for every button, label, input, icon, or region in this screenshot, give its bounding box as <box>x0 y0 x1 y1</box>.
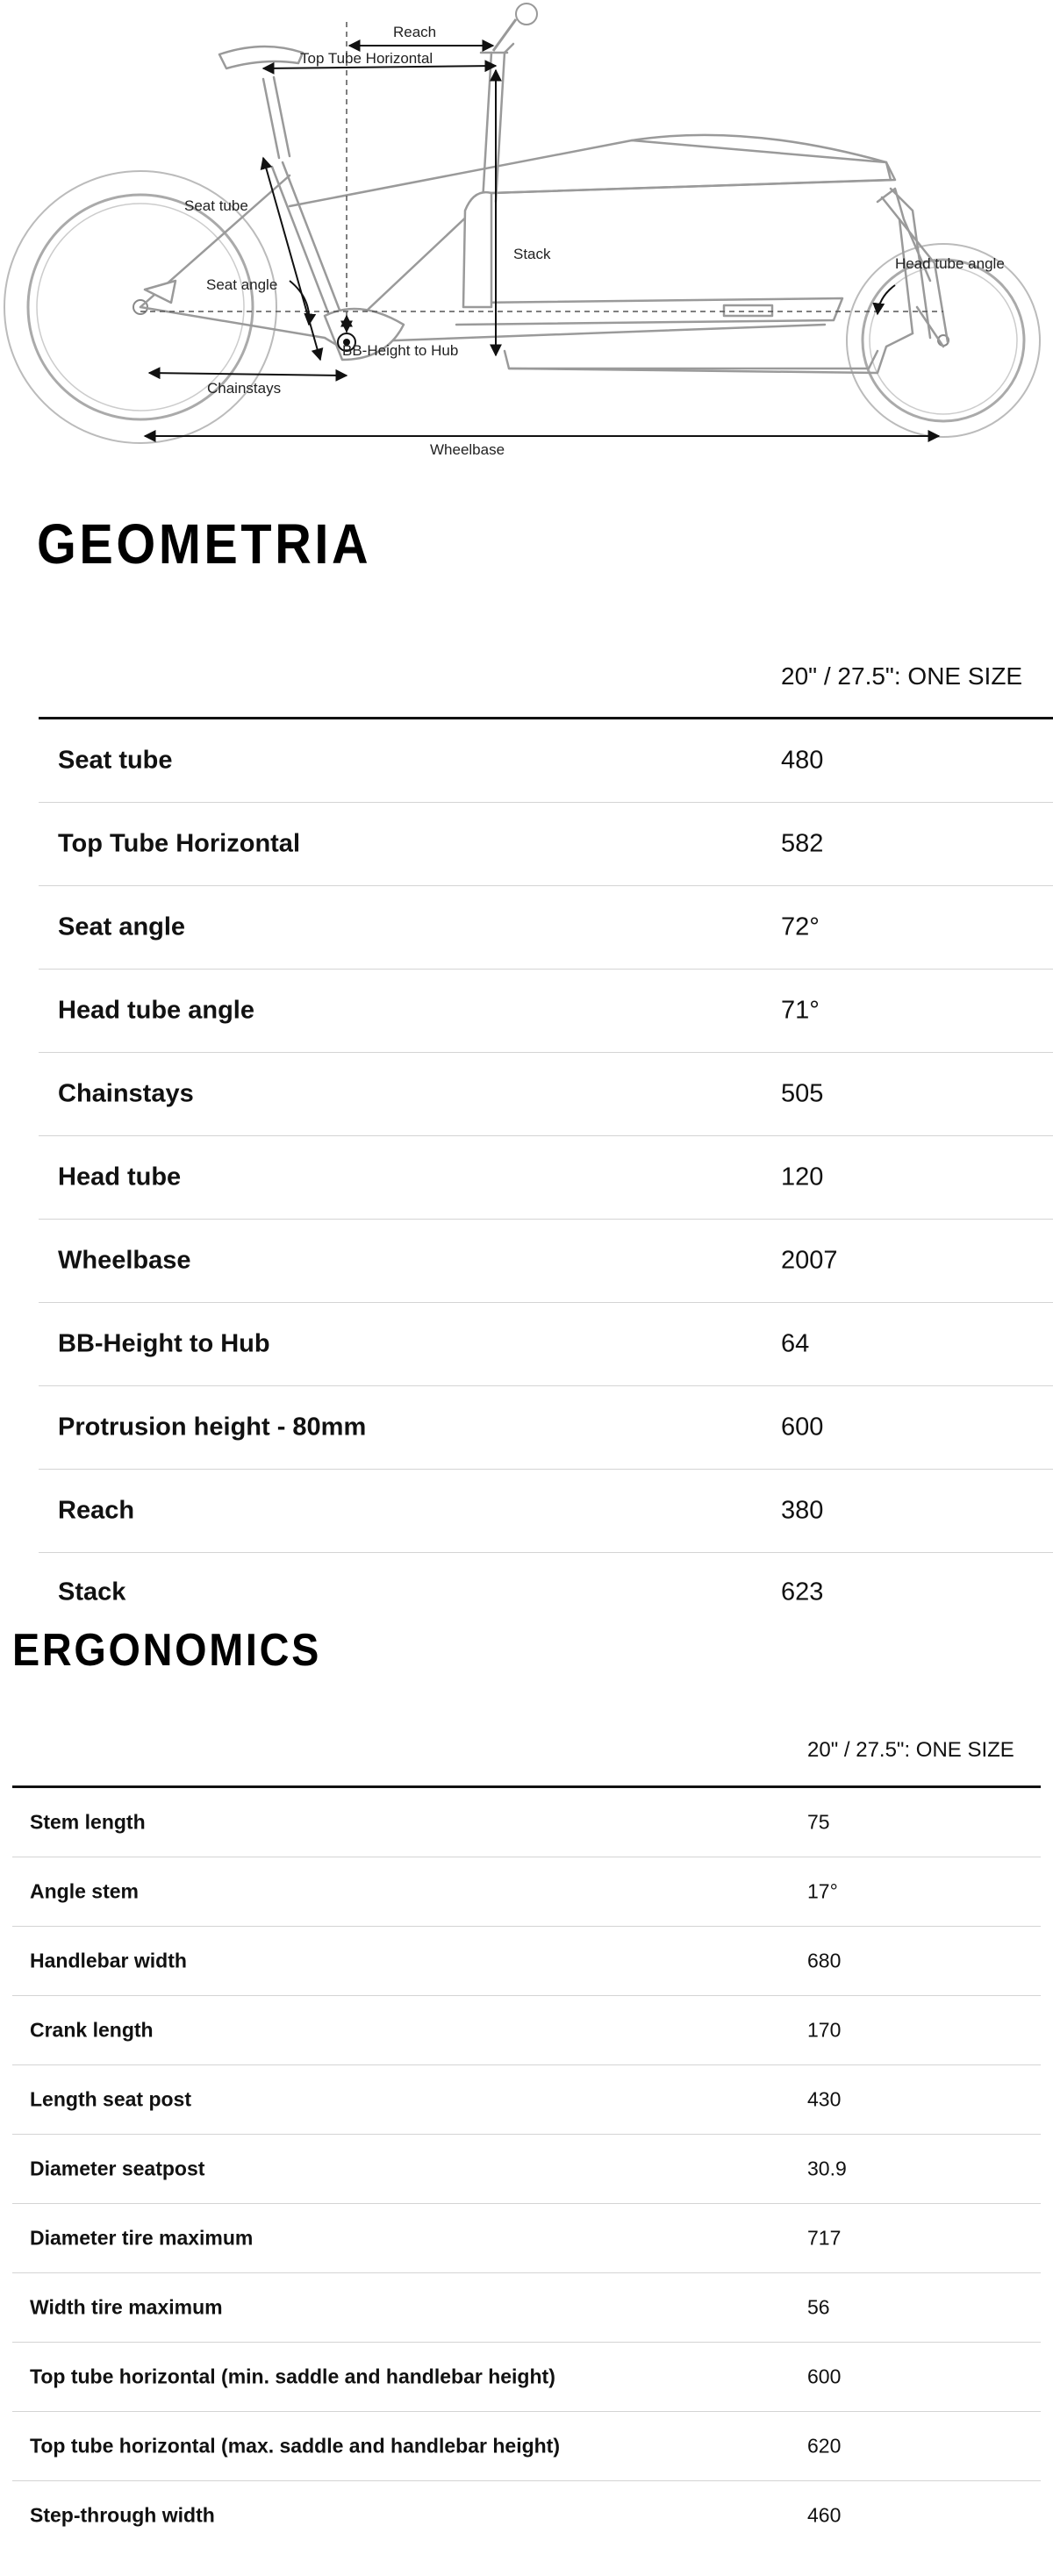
row-value: 620 <box>807 2434 842 2458</box>
table-row <box>12 2065 1041 2135</box>
measurement-arrows <box>145 46 939 436</box>
table-row <box>12 2135 1041 2204</box>
table-row <box>39 1470 1053 1553</box>
row-value: 480 <box>781 746 824 775</box>
geometry-title: GEOMETRIA <box>37 512 372 576</box>
geometry-table-header <box>39 636 1053 719</box>
table-row <box>39 1553 1053 1632</box>
row-label: Handlebar width <box>30 1949 187 1972</box>
row-value: 380 <box>781 1496 824 1525</box>
row-label: Diameter tire maximum <box>30 2226 254 2250</box>
geometry-table <box>39 636 1053 1632</box>
row-value: 30.9 <box>807 2157 847 2180</box>
table-row <box>12 1996 1041 2065</box>
row-value: 582 <box>781 829 824 858</box>
row-value: 460 <box>807 2503 842 2527</box>
row-label: Width tire maximum <box>30 2295 223 2319</box>
row-label: Head tube <box>58 1163 182 1191</box>
row-value: 64 <box>781 1329 810 1358</box>
table-row <box>12 1857 1041 1927</box>
table-row <box>39 1220 1053 1303</box>
table-row <box>39 1053 1053 1136</box>
row-value: 72° <box>781 912 820 941</box>
row-value: 2007 <box>781 1246 838 1275</box>
row-label: Crank length <box>30 2018 154 2042</box>
row-label: Chainstays <box>58 1079 194 1108</box>
row-label: Wheelbase <box>58 1246 191 1275</box>
row-label: Diameter seatpost <box>30 2157 205 2180</box>
row-label: Step-through width <box>30 2503 215 2527</box>
row-label: Stem length <box>30 1810 146 1834</box>
ergonomics-table-header <box>12 1715 1041 1788</box>
label-top-tube: Top Tube Horizontal <box>300 50 433 67</box>
bike-frame <box>140 44 948 373</box>
row-value: 430 <box>807 2087 842 2111</box>
table-row <box>12 2204 1041 2273</box>
label-head-tube-angle: Head tube angle <box>895 255 1005 272</box>
row-value: 17° <box>807 1879 838 1903</box>
row-value: 505 <box>781 1079 824 1108</box>
row-value: 600 <box>807 2365 842 2388</box>
handlebar-knob <box>516 4 537 25</box>
label-reach: Reach <box>393 24 437 40</box>
row-value: 71° <box>781 996 820 1025</box>
table-row <box>12 1788 1041 1857</box>
table-row <box>39 1136 1053 1220</box>
geometry-size-header: 20" / 27.5": ONE SIZE <box>781 662 1023 690</box>
row-label: Head tube angle <box>58 996 254 1025</box>
table-row <box>39 1303 1053 1386</box>
table-row <box>39 719 1053 803</box>
ergonomics-title: ERGONOMICS <box>12 1625 322 1676</box>
table-row <box>12 2343 1041 2412</box>
row-label: Length seat post <box>30 2087 192 2111</box>
table-row <box>39 970 1053 1053</box>
table-row <box>39 886 1053 970</box>
table-row <box>12 2481 1041 2550</box>
row-value: 680 <box>807 1949 842 1972</box>
row-label: Angle stem <box>30 1879 139 1903</box>
label-stack: Stack <box>513 246 551 262</box>
row-label: Reach <box>58 1496 135 1525</box>
row-value: 623 <box>781 1578 824 1606</box>
row-value: 600 <box>781 1413 824 1442</box>
label-chainstays: Chainstays <box>207 380 282 397</box>
ergonomics-size-header: 20" / 27.5": ONE SIZE <box>807 1738 1014 1762</box>
table-row <box>12 2412 1041 2481</box>
table-row <box>39 803 1053 886</box>
row-label: Seat angle <box>58 912 186 941</box>
row-label: Top Tube Horizontal <box>58 829 300 858</box>
table-row <box>12 1927 1041 1996</box>
table-row <box>12 2273 1041 2343</box>
row-label: Protrusion height - 80mm <box>58 1413 367 1442</box>
label-wheelbase: Wheelbase <box>430 441 505 458</box>
bike-geometry-diagram <box>0 0 1053 474</box>
ergonomics-table <box>12 1715 1041 2550</box>
front-wheel <box>847 244 1040 437</box>
row-value: 120 <box>781 1163 824 1191</box>
table-row <box>39 1386 1053 1470</box>
row-value: 56 <box>807 2295 830 2319</box>
row-value: 75 <box>807 1810 830 1834</box>
row-label: Top tube horizontal (max. saddle and handlebar height) <box>30 2434 560 2458</box>
row-label: Seat tube <box>58 746 173 775</box>
row-label: Top tube horizontal (min. saddle and handlebar height) <box>30 2365 555 2388</box>
row-label: Stack <box>58 1578 126 1606</box>
row-value: 170 <box>807 2018 842 2042</box>
label-seat-tube: Seat tube <box>184 197 248 214</box>
row-label: BB-Height to Hub <box>58 1329 270 1358</box>
row-value: 717 <box>807 2226 842 2250</box>
label-bb-height: BB-Height to Hub <box>342 342 459 359</box>
label-seat-angle: Seat angle <box>206 276 278 293</box>
